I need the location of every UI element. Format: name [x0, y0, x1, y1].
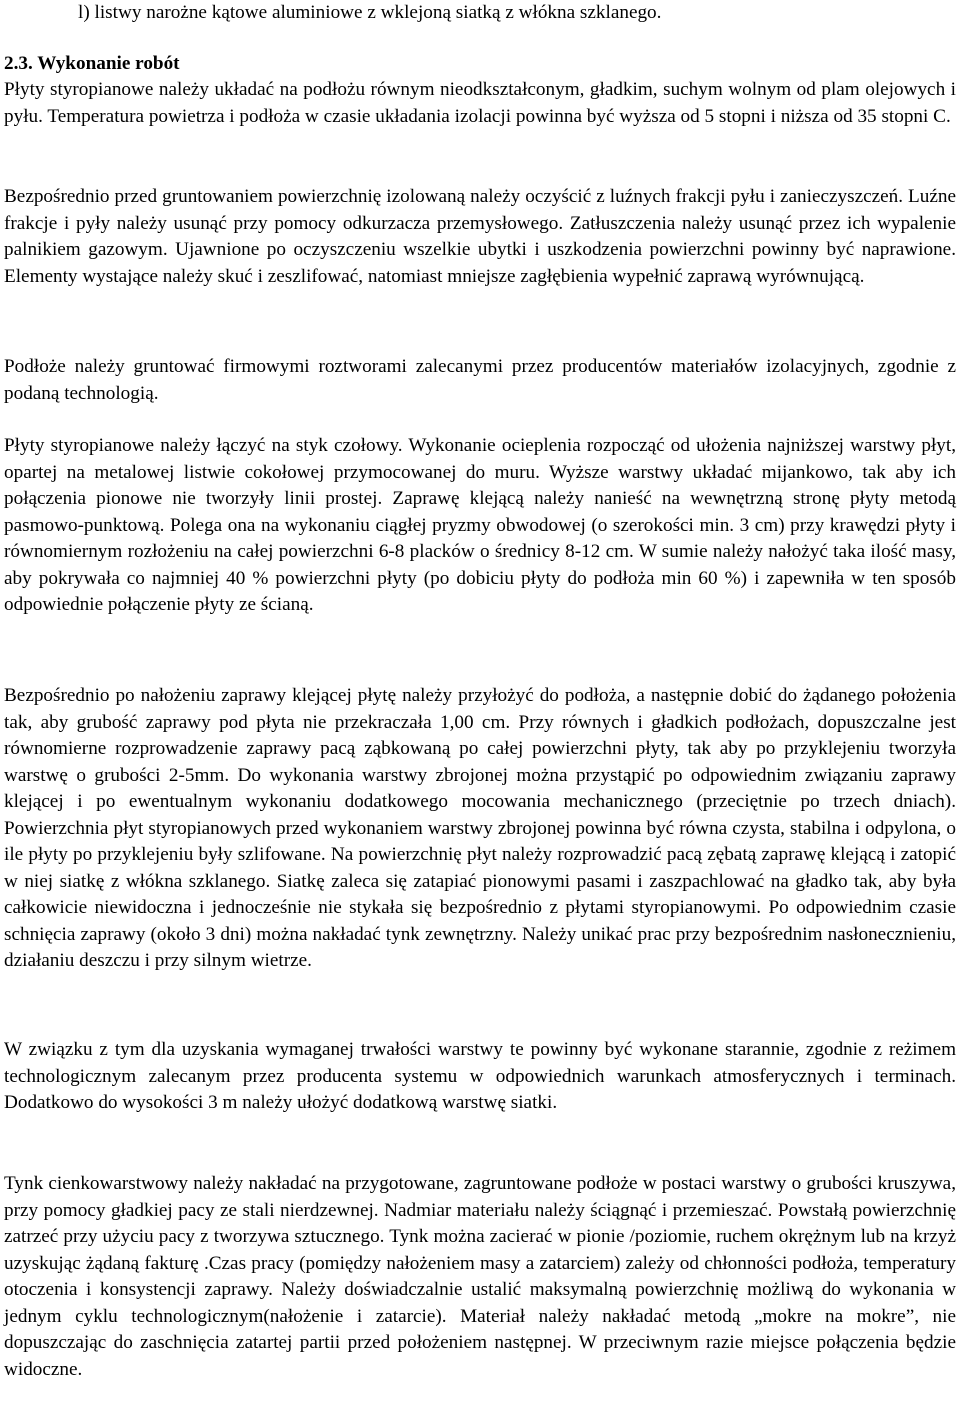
paragraph: Płyty styropianowe należy łączyć na styk czołowy. Wykonanie ocieplenia rozpocząć od ułożenia najniższej warstwy płyt, opartej na metalowej listwie cokołowej przymocowanej do muru. Wyższe warstwy układać mijankowo, tak aby ich połączenia pionowe nie tworzyły linii prostej. Zaprawę klejącą należy nanieść na wewnętrzną stronę płyty metodą pasmowo-punktową. Polega ona na wykonaniu ciągłej pryzmy obwodowej (o szerokości min. 3 cm) przy krawędzi płyty i równomiernym rozłożeniu na całej powierzchni 6-8 placków o średnicy 8-12 cm. W sumie należy nałożyć taka ilość masy, aby pokrywała co najmniej 40 % powierzchni płyty (po dobiciu płyty do podłoża min 60 %) i zapewniła w ten sposób odpowiednie połączenie płyty ze ścianą. — [4, 435, 956, 615]
paragraph: Bezpośrednio po nałożeniu zaprawy klejącej płytę należy przyłożyć do podłoża, a następnie dobić do żądanego położenia tak, aby grubość zaprawy pod płyta nie przekraczała 1,00 cm. Przy równych i gładkich podłożach, dopuszczalne jest równomierne rozprowadzenie zaprawy pacą ząbkowaną po całej powierzchni płyty, tak aby po przyklejeniu tworzyła warstwę o grubości 2-5mm. Do wykonania warstwy zbrojonej można przystąpić po odpowiednim związaniu zaprawy klejącej i po ewentualnym wykonaniu dodatkowego mocowania mechanicznego (przeciętnie po trzech dniach). Powierzchnia płyt styropianowych przed wykonaniem warstwy zbrojonej powinna być równa czysta, stabilna i odpylona, o ile płyty po przyklejeniu były szlifowane. Na powierzchnię płyt należy rozprowadzić pacą zębatą zaprawę klejącą i zatopić w niej siatkę z włókna szklanego. Siatkę zaleca się zatapiać pionowymi pasami i zaszpachlować na gładko tak, aby była całkowicie niewidoczna i jednocześnie nie stykała się bezpośrednio z płytami styropianowymi. Po odpowiednim czasie schnięcia zaprawy (około 3 dni) można nakładać tynk zewnętrzny. Należy unikać prac przy bezpośrednim nasłonecznieniu, działaniu deszczu i przy silnym wietrze. — [4, 685, 956, 971]
paragraph: Bezpośrednio przed gruntowaniem powierzchnię izolowaną należy oczyścić z luźnych frakcji pyłu i zanieczyszczeń. Luźne frakcje i pyły należy usunąć przy pomocy odkurzacza przemysłowego. Zatłuszczenia należy usunąć przez ich wypalenie palnikiem gazowym. Ujawnione po oczyszczeniu wszelkie ubytki i uszkodzenia powierzchni powinny być naprawione. Elementy wystające należy skuć i zeszlifować, natomiast mniejsze zagłębienia wypełnić zaprawą wyrównującą. — [4, 186, 956, 287]
section-heading: 2.3. Wykonanie robót — [4, 53, 180, 74]
paragraph: Podłoże należy gruntować firmowymi roztworami zalecanymi przez producentów materiałów izolacyjnych, zgodnie z podaną technologią. — [4, 356, 956, 404]
paragraph: W związku z tym dla uzyskania wymaganej trwałości warstwy te powinny być wykonane starannie, zgodnie z reżimem technologicznym zalecanym przez producenta systemu w odpowiednich warunkach atmosferycznych i terminach. Dodatkowo do wysokości 3 m należy ułożyć dodatkową warstwę siatki. — [4, 1039, 956, 1113]
paragraph: Płyty styropianowe należy układać na podłożu równym nieodkształconym, gładkim, suchym wolnym od plam olejowych i pyłu. Temperatura powietrza i podłoża w czasie układania izolacji powinna być wyższa od 5 stopni i niższa od 35 stopni C. — [4, 79, 956, 127]
paragraph: Tynk cienkowarstwowy należy nakładać na przygotowane, zagruntowane podłoże w postaci warstwy o grubości kruszywa, przy pomocy gładkiej pacy ze stali nierdzewnej. Nadmiar materiału należy ściągnąć i przemieszać. Powstałą powierzchnię zatrzeć przy użyciu pacy z tworzywa sztucznego. Tynk można zacierać w pionie /poziomie, ruchem okrężnym lub na krzyż uzyskując żądaną fakturę .Czas pracy (pomiędzy nałożeniem masy a zatarciem) zależy od chłonności podłoża, temperatury otoczenia i konsystencji zaprawy. Należy doświadczalnie ustalić maksymalną powierzchnię możliwą do wykonania w jednym cyklu technologicznym(nałożenie i zatarcie). Materiał należy nakładać metodą „mokre na mokre”, nie dopuszczając do zaschnięcia zatartej partii przed położeniem następnej. W przeciwnym razie miejsce połączenia będzie widoczne. — [4, 1173, 956, 1380]
list-item-l: l) listwy narożne kątowe aluminiowe z wklejoną siatką z włókna szklanego. — [78, 2, 662, 23]
